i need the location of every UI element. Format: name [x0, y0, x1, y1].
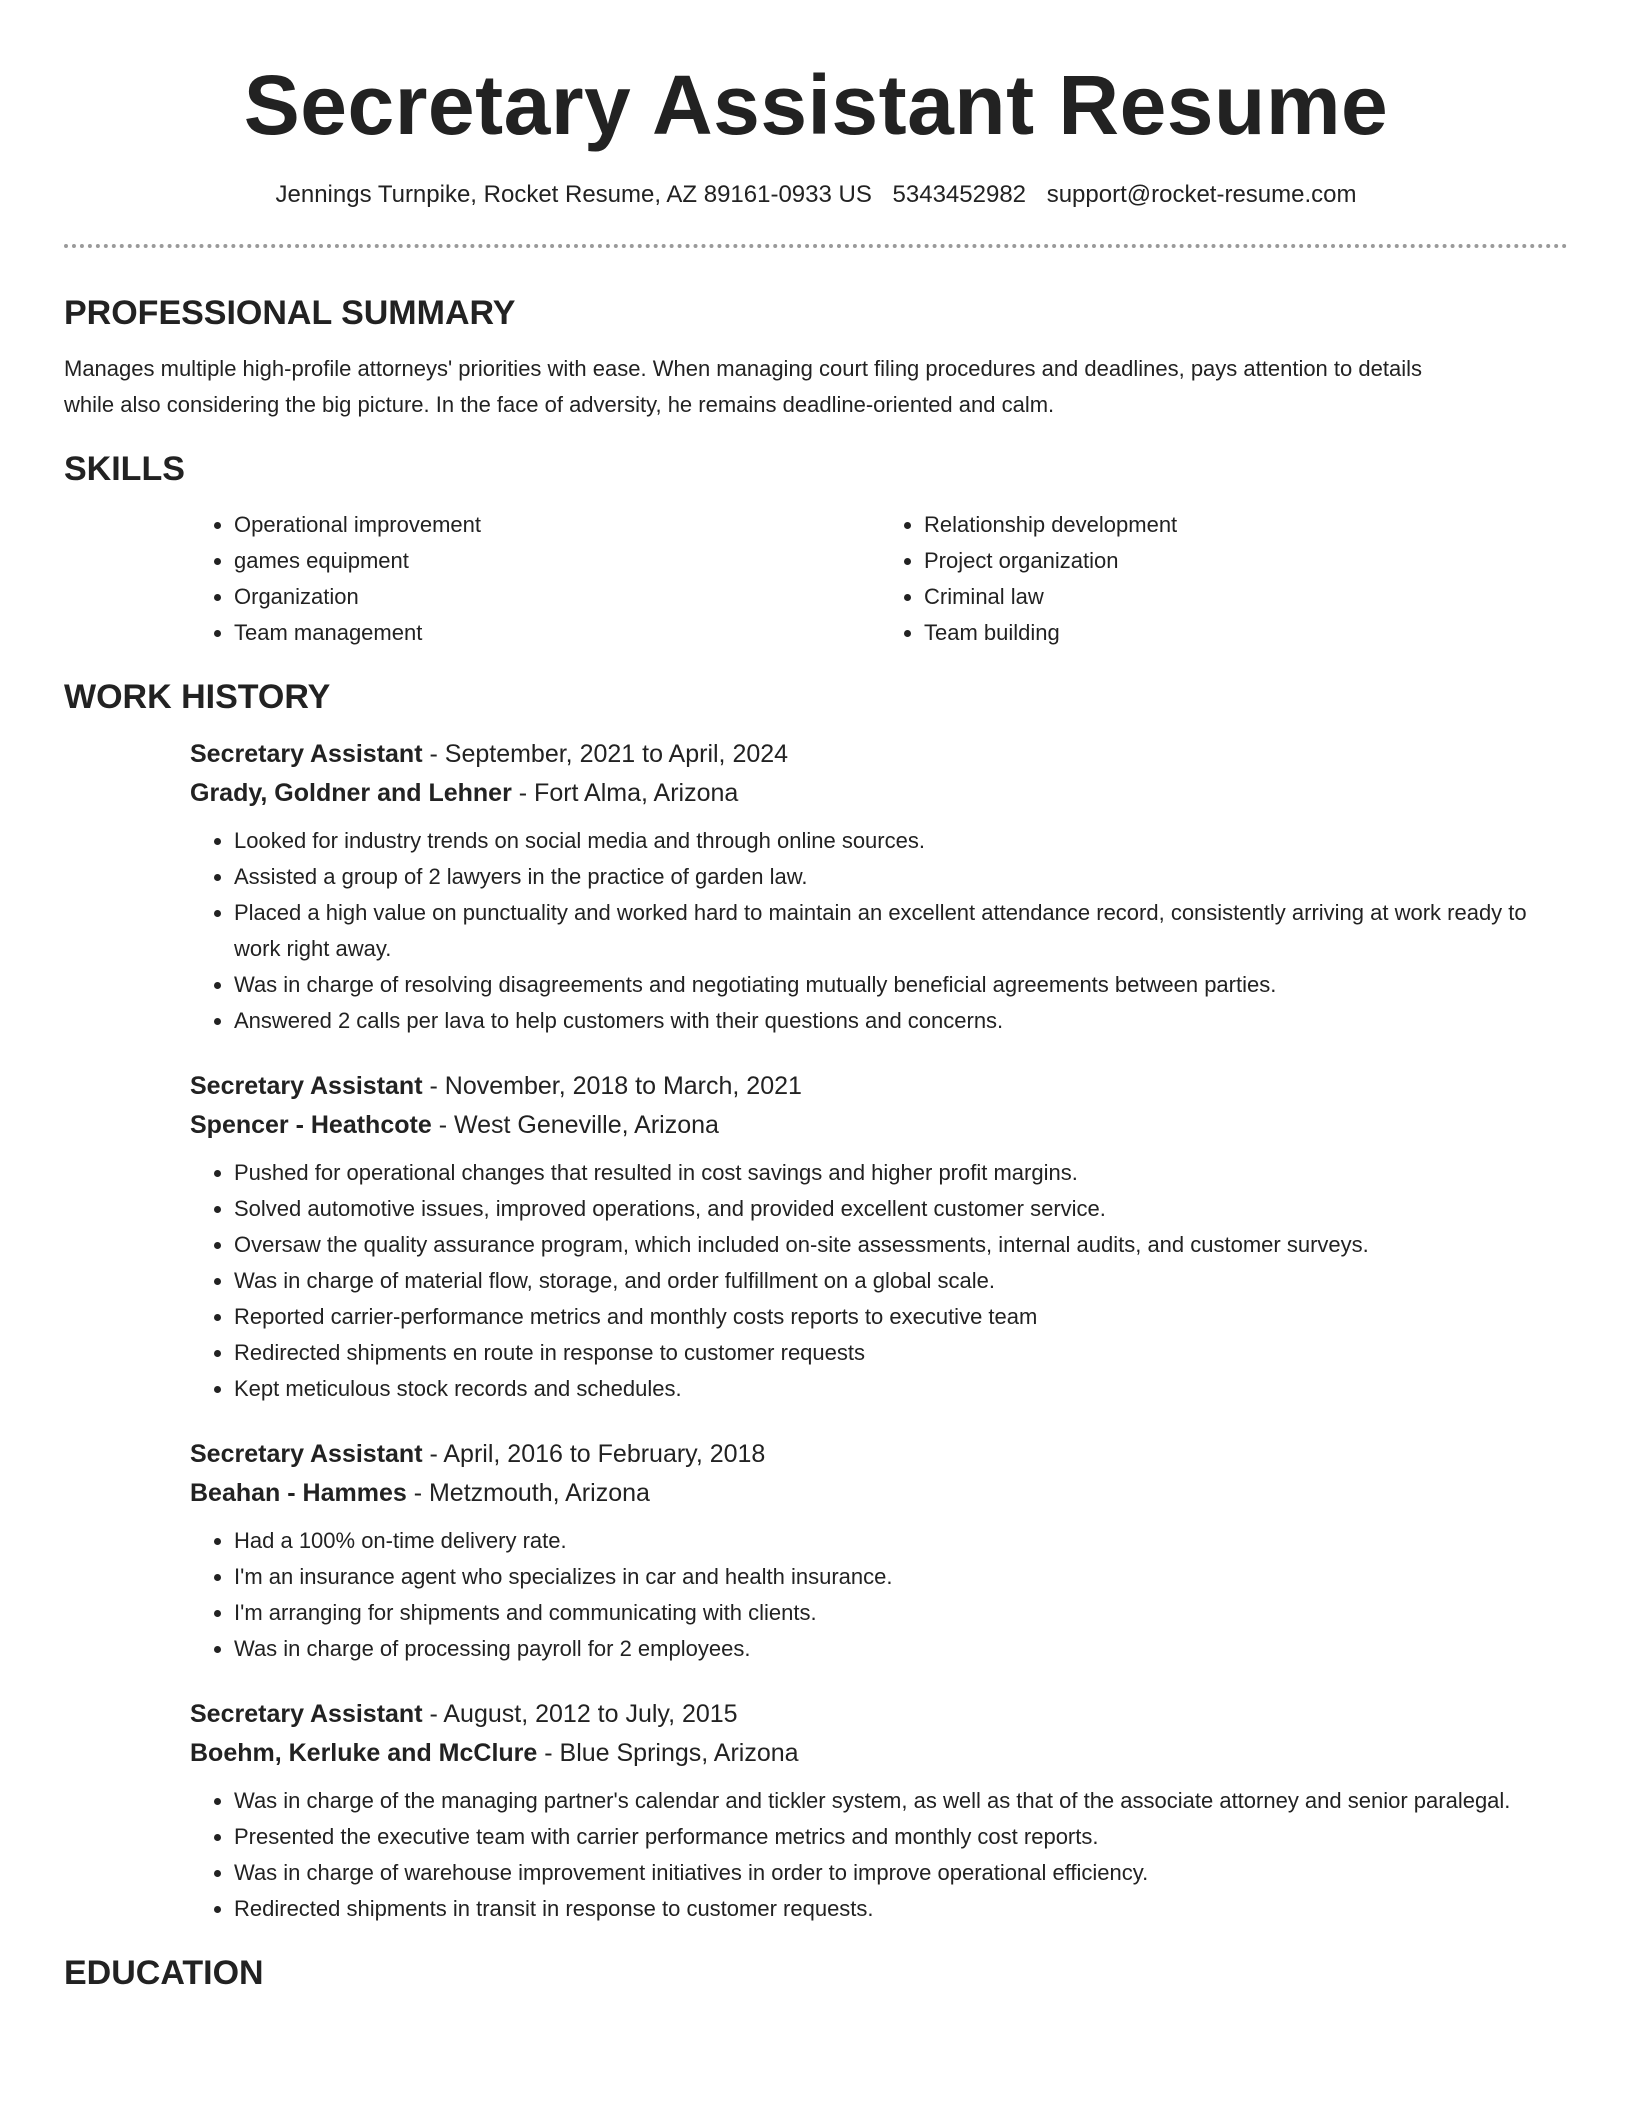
- job-bullet: • Assisted a group of 2 lawyers in the practice of garden law.: [234, 859, 1564, 895]
- job-entry: [190, 1435, 1568, 1667]
- skill-item: • Operational improvement: [234, 507, 880, 543]
- job-entry: [190, 1695, 1568, 1927]
- job-entry: [190, 1067, 1568, 1407]
- summary-heading: PROFESSIONAL SUMMARY: [64, 294, 516, 332]
- contact-phone: 5343452982: [892, 181, 1027, 208]
- skill-item: • Criminal law: [924, 579, 1570, 615]
- job-bullet: • Redirected shipments in transit in response to customer requests.: [234, 1891, 1564, 1927]
- work-heading: WORK HISTORY: [64, 678, 331, 716]
- job-bullets: [190, 1523, 1568, 1667]
- job-bullets: [190, 1783, 1568, 1927]
- skill-item: • Team management: [234, 615, 880, 651]
- job-company: Beahan - Hammes: [190, 1479, 407, 1507]
- job-dates: - September, 2021 to April, 2024: [422, 740, 789, 768]
- job-location: - Metzmouth, Arizona: [406, 1479, 650, 1507]
- job-dates: - August, 2012 to July, 2015: [422, 1700, 738, 1728]
- job-bullet: • Presented the executive team with carrier performance metrics and monthly cost reports.: [234, 1819, 1564, 1855]
- job-title-line: [190, 735, 1568, 774]
- job-entry: [190, 735, 1568, 1039]
- job-bullet: • Was in charge of resolving disagreements and negotiating mutually beneficial agreements between parties.: [234, 967, 1564, 1003]
- skills-list-left: [190, 507, 880, 651]
- resume-title: Secretary Assistant Resume: [243, 58, 1389, 152]
- job-title-line: [190, 1067, 1568, 1106]
- job-bullet: • Was in charge of material flow, storage, and order fulfillment on a global scale.: [234, 1263, 1564, 1299]
- skill-item: • Relationship development: [924, 507, 1570, 543]
- skills-heading: SKILLS: [64, 450, 185, 488]
- job-title: Secretary Assistant: [190, 740, 423, 768]
- job-bullet: • Placed a high value on punctuality and worked hard to maintain an excellent attendance record, consistently arriving at work ready to work right away.: [234, 895, 1564, 967]
- skills-columns: [190, 507, 1570, 651]
- job-bullet: • Pushed for operational changes that resulted in cost savings and higher profit margins.: [234, 1155, 1564, 1191]
- job-location: - West Geneville, Arizona: [431, 1111, 719, 1139]
- job-bullet: • Solved automotive issues, improved operations, and provided excellent customer service.: [234, 1191, 1564, 1227]
- job-title: Secretary Assistant: [190, 1440, 423, 1468]
- job-company: Grady, Goldner and Lehner: [190, 779, 512, 807]
- contact-line: [64, 178, 1568, 212]
- job-title-line: [190, 1435, 1568, 1474]
- job-company: Boehm, Kerluke and McClure: [190, 1739, 538, 1767]
- job-company-line: [190, 774, 1568, 813]
- job-title: Secretary Assistant: [190, 1700, 423, 1728]
- job-bullet: • Had a 100% on-time delivery rate.: [234, 1523, 1564, 1559]
- skill-item: • games equipment: [234, 543, 880, 579]
- job-location: - Blue Springs, Arizona: [537, 1739, 799, 1767]
- header-divider: [64, 244, 1568, 248]
- job-title: Secretary Assistant: [190, 1072, 423, 1100]
- job-bullet: • Was in charge of the managing partner's calendar and tickler system, as well as that of the associate attorney and senior paralegal.: [234, 1783, 1564, 1819]
- contact-email: support@rocket-resume.com: [1046, 181, 1357, 208]
- skill-item: • Team building: [924, 615, 1570, 651]
- job-company: Spencer - Heathcote: [190, 1111, 432, 1139]
- job-dates: - November, 2018 to March, 2021: [422, 1072, 802, 1100]
- skills-list-right: [880, 507, 1570, 651]
- job-company-line: [190, 1106, 1568, 1145]
- job-title-line: [190, 1695, 1568, 1734]
- job-dates: - April, 2016 to February, 2018: [422, 1440, 766, 1468]
- contact-address: Jennings Turnpike, Rocket Resume, AZ 89161-0933 US: [275, 181, 872, 208]
- job-company-line: [190, 1734, 1568, 1773]
- job-bullet: • Redirected shipments en route in response to customer requests: [234, 1335, 1564, 1371]
- job-bullet: • Reported carrier-performance metrics and monthly costs reports to executive team: [234, 1299, 1564, 1335]
- job-bullet: • Kept meticulous stock records and schedules.: [234, 1371, 1564, 1407]
- job-bullet: • Answered 2 calls per lava to help customers with their questions and concerns.: [234, 1003, 1564, 1039]
- job-bullet: • Oversaw the quality assurance program, which included on-site assessments, internal audits, and customer surveys.: [234, 1227, 1564, 1263]
- resume-page: [64, 0, 1568, 1995]
- job-bullet: • I'm arranging for shipments and communicating with clients.: [234, 1595, 1564, 1631]
- job-bullets: [190, 823, 1568, 1039]
- job-bullets: [190, 1155, 1568, 1407]
- education-heading: EDUCATION: [64, 1954, 264, 1992]
- skill-item: • Project organization: [924, 543, 1570, 579]
- job-bullet: • Was in charge of processing payroll for 2 employees.: [234, 1631, 1564, 1667]
- skill-item: • Organization: [234, 579, 880, 615]
- job-bullet: • Looked for industry trends on social media and through online sources.: [234, 823, 1564, 859]
- job-location: - Fort Alma, Arizona: [511, 779, 739, 807]
- job-company-line: [190, 1474, 1568, 1513]
- job-bullet: • Was in charge of warehouse improvement initiatives in order to improve operational efficiency.: [234, 1855, 1564, 1891]
- job-bullet: • I'm an insurance agent who specializes in car and health insurance.: [234, 1559, 1564, 1595]
- summary-text: Manages multiple high-profile attorneys' priorities with ease. When managing court filing procedures and deadlines, pays attention to details while also considering the big picture. In the face of adversity, he remains deadline-oriented and calm.: [64, 356, 1422, 417]
